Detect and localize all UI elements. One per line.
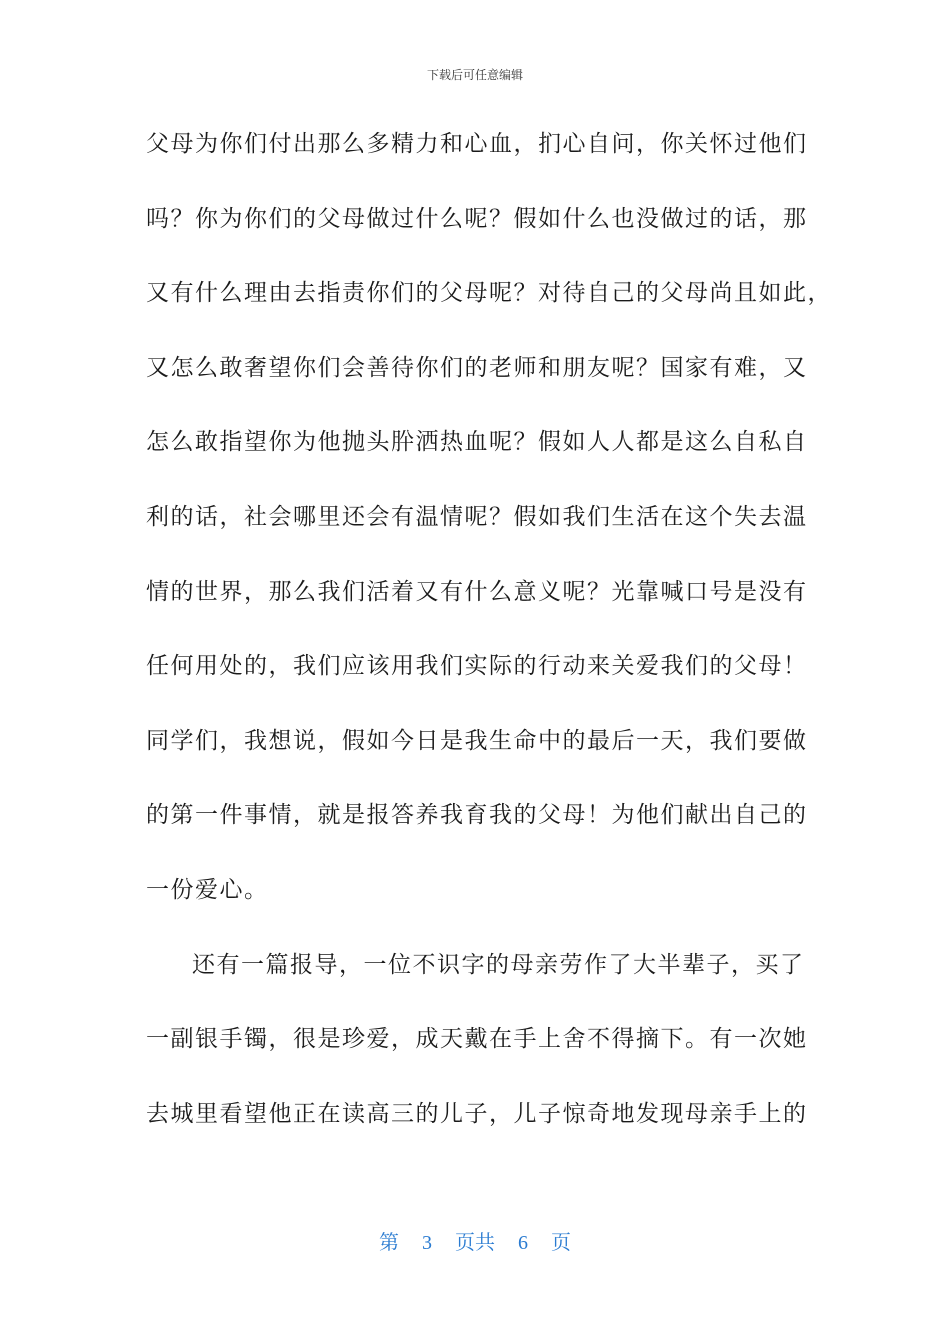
page-header: 下载后可任意编辑 (426, 68, 523, 82)
text-line: 怎么敢指望你为他抛头肸洒热血呢？假如人人都是这么自私自 (146, 429, 808, 456)
text-line: 又怎么敢奢望你们会善待你们的老师和朋友呢？国家有难，又 (146, 354, 808, 381)
footer-prefix: 第 (379, 1232, 399, 1254)
text-line: 又有什么理由去指责你们的父母呢？对待自己的父母尚且如此， (146, 280, 832, 307)
text-line: 吗？你为你们的父母做过什么呢？假如什么也没做过的话，那 (146, 205, 808, 232)
text-line: 父母为你们付出那么多精力和心血，扪心自问，你关怀过他们 (146, 131, 808, 157)
text-line: 一份爱心。 (146, 876, 269, 903)
text-line: 的第一件事情，就是报答养我育我的父母！为他们献出自己的 (146, 802, 808, 829)
footer-total-pages: 6 (518, 1232, 528, 1254)
text-line: 任何用处的，我们应该用我们实际的行动来关爱我们的父母！ (146, 653, 808, 680)
text-line: 一副银手镯，很是珍爱，成天戴在手上舍不得摘下。有一次她 (146, 1026, 808, 1053)
document-body (146, 122, 832, 1166)
footer-page-number: 3 (422, 1232, 432, 1254)
paragraph-start-line: 还有一篇报导，一位不识字的母亲劳作了大半辈子，买了 (192, 951, 805, 978)
page-footer (0, 1226, 950, 1255)
footer-suffix: 页 (551, 1232, 571, 1254)
text-line: 利的话，社会哪里还会有温情呢？假如我们生活在这个失去温 (146, 503, 808, 530)
text-line: 情的世界，那么我们活着又有什么意义呢？光靠喊口号是没有 (146, 578, 808, 605)
footer-middle: 页共 (455, 1232, 495, 1254)
text-line: 同学们，我想说，假如今日是我生命中的最后一天，我们要做 (146, 727, 808, 754)
text-line: 去城里看望他正在读高三的儿子，儿子惊奇地发现母亲手上的 (146, 1100, 808, 1127)
